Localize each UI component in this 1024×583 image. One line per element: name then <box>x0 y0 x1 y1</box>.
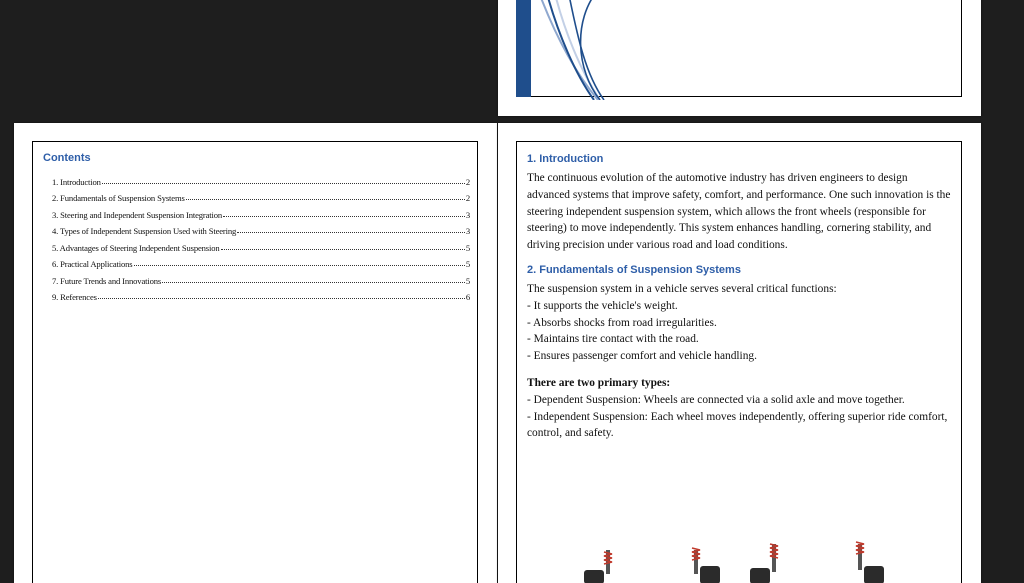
toc-entry[interactable] <box>52 253 470 270</box>
intro-body: The continuous evolution of the automotive industry has driven engineers to design advanced systems that improve safety, comfort, and performance. One such innovation is the steering independent suspension system, which allows the front wheels (responsible for steering) to move independently. This system enhances handling, cornering stability, and driving precision under various road and load conditions. <box>527 172 951 252</box>
toc-leader-dots <box>134 264 465 266</box>
function-item: - Maintains tire contact with the road. <box>527 333 699 346</box>
toc-heading: Contents <box>43 152 91 164</box>
toc-entry[interactable] <box>52 286 470 303</box>
function-item: - Absorbs shocks from road irregularities. <box>527 316 717 329</box>
toc-entry-title: 7. Future Trends and Innovations <box>52 275 162 286</box>
types-heading: There are two primary types: <box>527 376 671 389</box>
toc-leader-dots <box>98 297 465 299</box>
toc-entry-title: 3. Steering and Independent Suspension Integration <box>52 209 223 220</box>
cover-page <box>498 0 981 116</box>
toc-entry-title: 1. Introduction <box>52 176 101 187</box>
toc-entry-title: 5. Advantages of Steering Independent Suspension <box>52 242 220 253</box>
toc-entry-page: 6 <box>465 292 470 302</box>
toc-entry-title: 9. References <box>52 292 97 302</box>
fundamentals-heading: 2. Fundamentals of Suspension Systems <box>527 263 741 276</box>
type-item: - Dependent Suspension: Wheels are connected via a solid axle and move together. <box>527 393 905 406</box>
toc-leader-dots <box>162 281 465 283</box>
toc-entry[interactable] <box>52 236 470 253</box>
toc-entry[interactable] <box>52 269 470 286</box>
cover-swoosh-graphic <box>528 0 648 100</box>
toc-leader-dots <box>102 182 465 184</box>
toc-entry-title: 4. Types of Independent Suspension Used with Steering <box>52 226 237 236</box>
type-item: - Independent Suspension: Each wheel moves independently, offering superior ride comfort, control, and safety. <box>527 410 948 440</box>
intro-content <box>527 152 951 442</box>
intro-page <box>498 123 981 583</box>
toc-entry-page: 3 <box>465 226 470 236</box>
toc-entry-page: 2 <box>465 176 470 187</box>
toc-entry-title: 6. Practical Applications <box>52 259 133 269</box>
function-item: - It supports the vehicle's weight. <box>527 299 678 312</box>
toc-leader-dots <box>221 248 465 250</box>
toc-entry-page: 2 <box>465 193 470 203</box>
toc-entry-page: 5 <box>465 242 470 253</box>
intro-heading: 1. Introduction <box>527 153 604 165</box>
toc-entry-title: 2. Fundamentals of Suspension Systems <box>52 193 185 203</box>
toc-entry[interactable] <box>52 187 470 204</box>
toc-entry-page: 3 <box>465 209 470 220</box>
toc-leader-dots <box>223 215 465 217</box>
toc-entry-page: 5 <box>465 275 470 286</box>
function-item: - Ensures passenger comfort and vehicle handling. <box>527 350 757 363</box>
toc-page <box>14 123 497 583</box>
toc-list <box>52 170 470 302</box>
toc-leader-dots <box>237 231 465 233</box>
toc-entry[interactable] <box>52 220 470 237</box>
toc-leader-dots <box>186 198 465 200</box>
toc-entry-page: 5 <box>465 259 470 269</box>
fundamentals-lead: The suspension system in a vehicle serves several critical functions: <box>527 282 837 295</box>
toc-entry[interactable] <box>52 170 470 187</box>
toc-entry[interactable] <box>52 203 470 220</box>
